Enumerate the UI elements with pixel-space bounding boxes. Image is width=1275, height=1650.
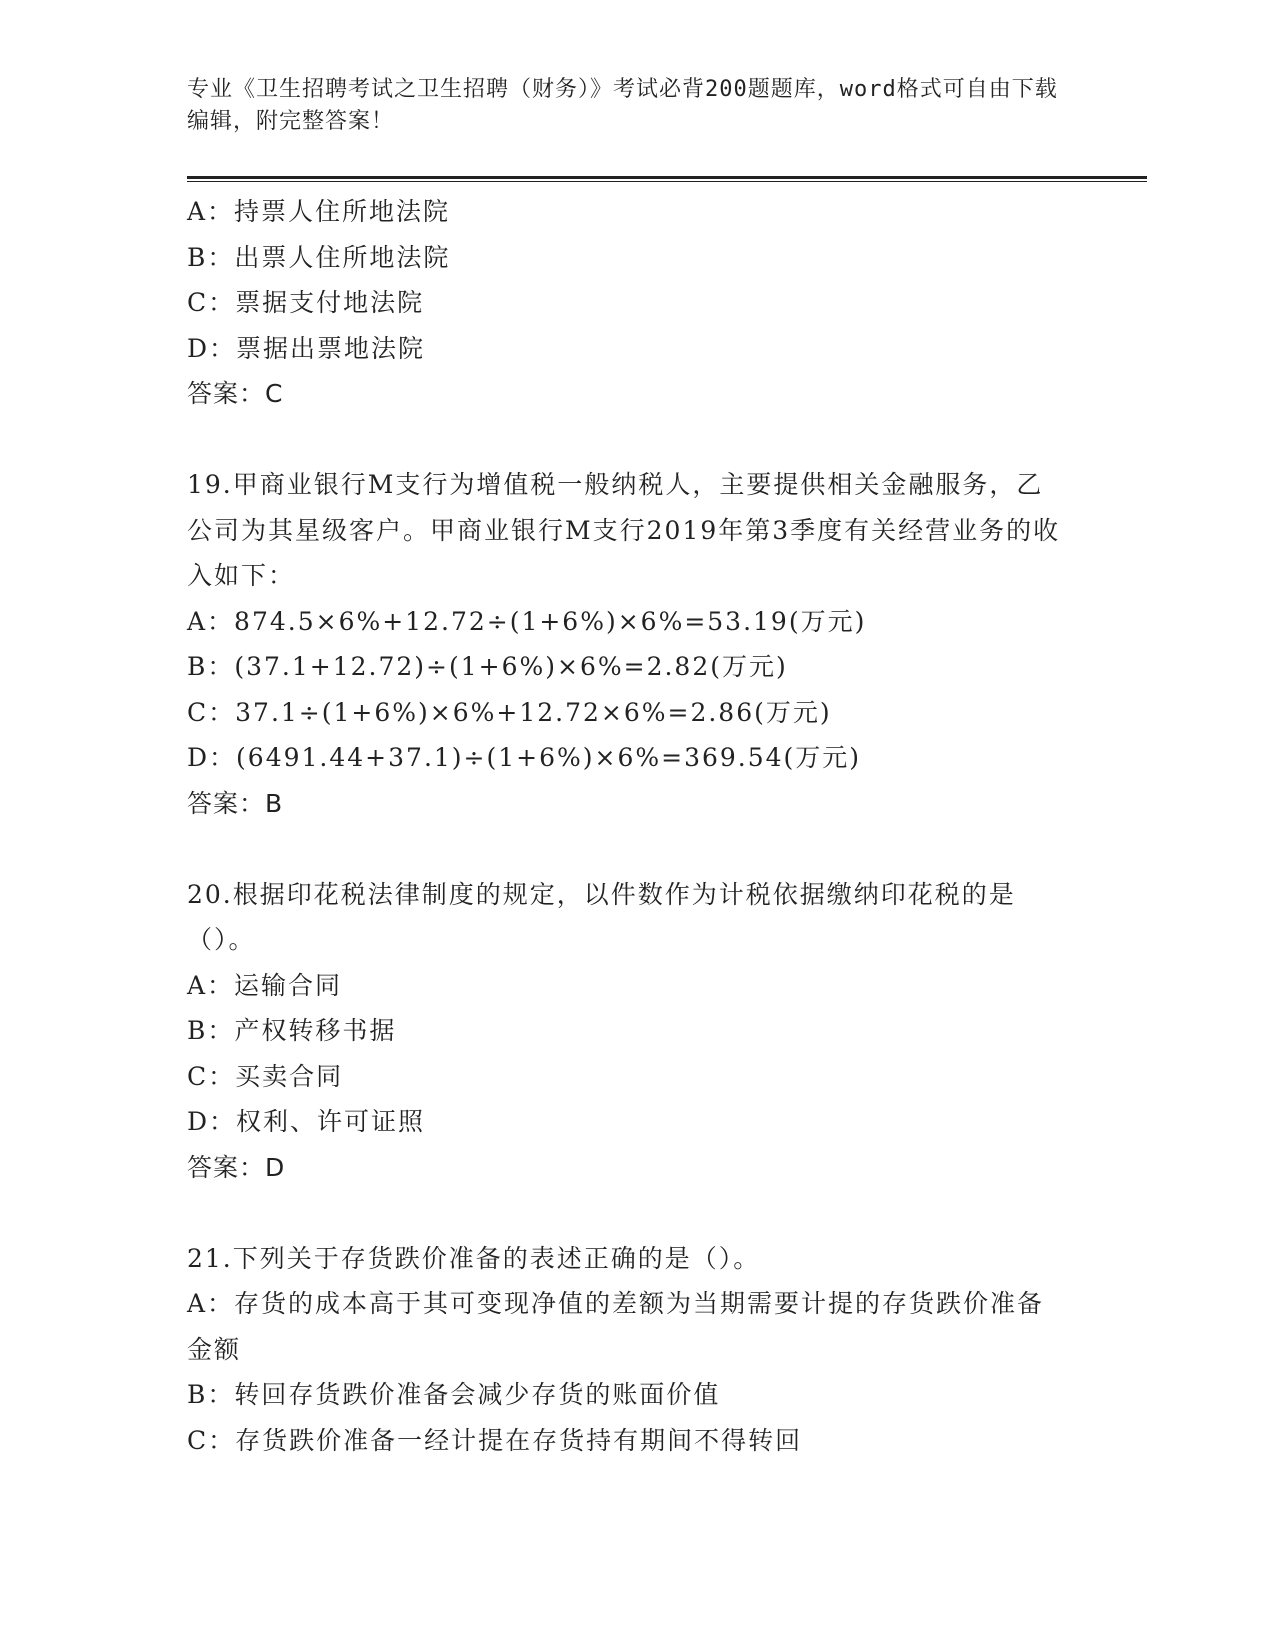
option-b: B：产权转移书据 [187, 1016, 397, 1045]
option-d: D：(6491.44+37.1)÷(1+6%)×6%=369.54(万元) [187, 743, 862, 772]
option-c: C：37.1÷(1+6%)×6%+12.72×6%=2.86(万元) [187, 697, 832, 727]
question-text: 19.甲商业银行M支行为增值税一般纳税人，主要提供相关金融服务，乙公司为其星级客户。甲商业银行M支行2019年第3季度有关经营业务的收入如下： [187, 470, 1061, 590]
question-19 [187, 462, 1067, 826]
document-header: 专业《卫生招聘考试之卫生招聘（财务）》考试必背200题题库，word格式可自由下载编辑，附完整答案！ [187, 77, 1058, 134]
header-divider-thin [187, 181, 1147, 182]
option-b: B：出票人住所地法院 [187, 242, 451, 272]
question-text: 21.下列关于存货跌价准备的表述正确的是（）。 [187, 1243, 761, 1273]
option-d: D：票据出票地法院 [187, 333, 426, 363]
question-20 [187, 872, 1067, 1191]
answer-line: 答案：C [187, 379, 284, 408]
spacer [187, 826, 1067, 872]
spacer [187, 1190, 1067, 1236]
answer-line: 答案：B [187, 788, 284, 818]
spacer [187, 417, 1067, 463]
answer-line: 答案：D [187, 1152, 286, 1182]
option-d: D：权利、许可证照 [187, 1107, 426, 1136]
question-list [187, 189, 1067, 1463]
question-21 [187, 1236, 1067, 1464]
header-divider-thick [187, 176, 1147, 179]
option-b: B：转回存货跌价准备会减少存货的账面价值 [187, 1380, 721, 1409]
option-a: A：运输合同 [187, 970, 343, 1000]
option-a: A：持票人住所地法院 [187, 197, 451, 226]
option-c: C：票据支付地法院 [187, 288, 425, 317]
option-a: A：存货的成本高于其可变现净值的差额为当期需要计提的存货跌价准备金额 [187, 1289, 1045, 1364]
question-18 [187, 189, 1067, 417]
option-b: B：(37.1+12.72)÷(1+6%)×6%=2.82(万元) [187, 652, 788, 681]
option-c: C：存货跌价准备一经计提在存货持有期间不得转回 [187, 1425, 803, 1455]
option-c: C：买卖合同 [187, 1061, 344, 1091]
option-a: A：874.5×6%+12.72÷(1+6%)×6%=53.19(万元) [187, 606, 867, 636]
question-text: 20.根据印花税法律制度的规定，以件数作为计税依据缴纳印花税的是（）。 [187, 879, 1016, 954]
